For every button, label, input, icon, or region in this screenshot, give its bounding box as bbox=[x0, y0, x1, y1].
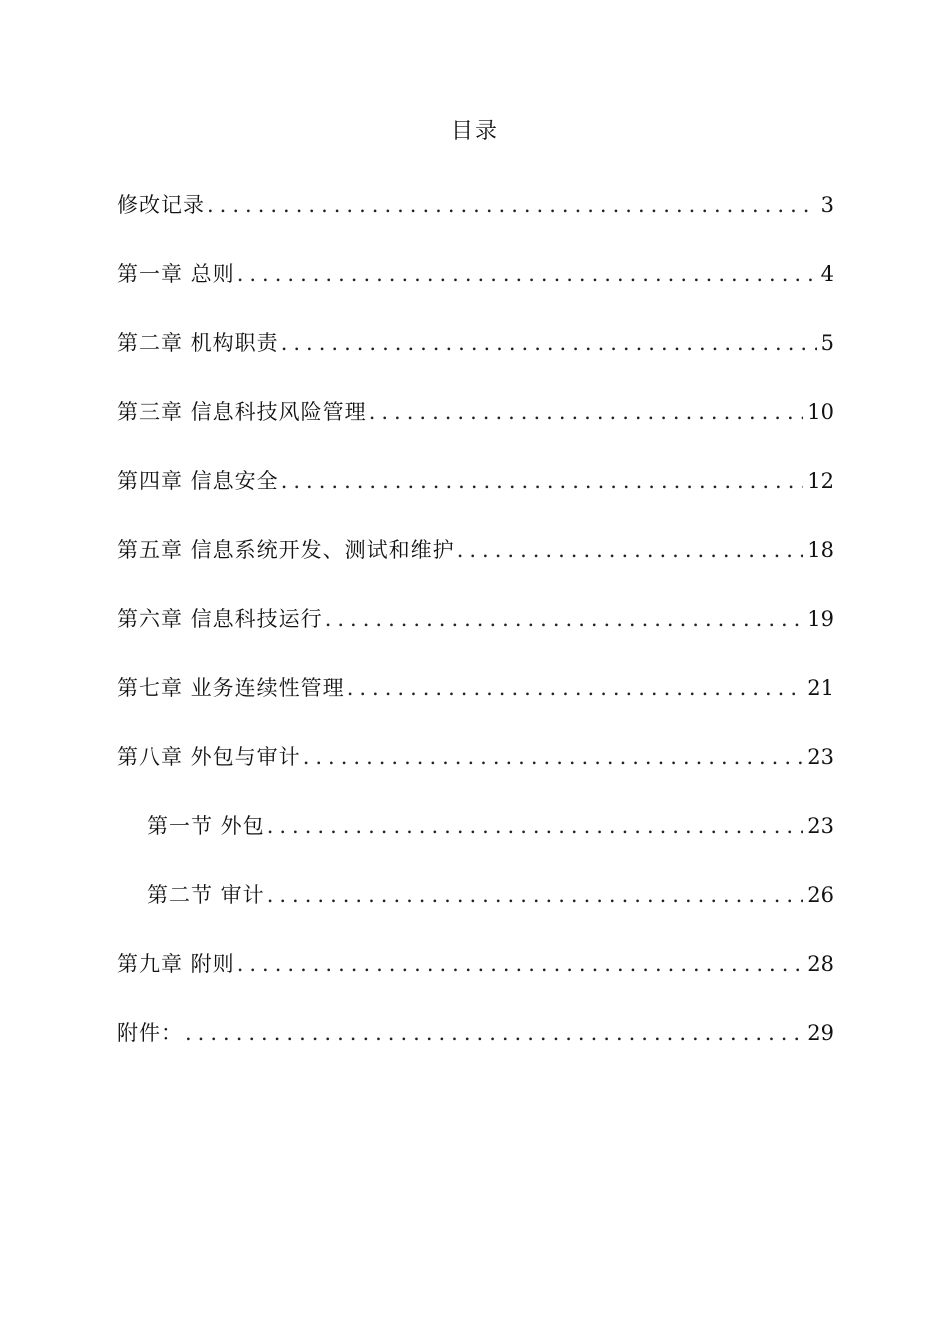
toc-entry-label: 第三章 信息科技风险管理 bbox=[117, 400, 367, 424]
toc-entry-page: 28 bbox=[807, 952, 834, 976]
toc-entry-label: 附件： bbox=[117, 1021, 183, 1045]
toc-entry-label: 第四章 信息安全 bbox=[117, 469, 279, 493]
toc-entry[interactable] bbox=[117, 944, 834, 1013]
toc-title: 目录 bbox=[450, 119, 499, 144]
toc-entry-label: 第八章 外包与审计 bbox=[117, 745, 301, 769]
toc-subentry[interactable] bbox=[117, 806, 834, 875]
toc-entry-page: 5 bbox=[820, 331, 834, 355]
toc-entry-page: 19 bbox=[807, 607, 834, 631]
toc-list bbox=[117, 185, 834, 1082]
toc-dot-leader bbox=[281, 461, 804, 501]
toc-dot-leader bbox=[267, 806, 804, 846]
toc-entry-page: 29 bbox=[807, 1021, 834, 1045]
toc-entry-page: 26 bbox=[807, 883, 834, 907]
toc-entry[interactable] bbox=[117, 254, 834, 323]
toc-entry[interactable] bbox=[117, 530, 834, 599]
toc-dot-leader bbox=[185, 1013, 803, 1053]
toc-entry-page: 3 bbox=[820, 193, 834, 217]
toc-dot-leader bbox=[237, 254, 817, 294]
toc-entry[interactable] bbox=[117, 461, 834, 530]
toc-entry[interactable] bbox=[117, 599, 834, 668]
toc-entry-page: 23 bbox=[807, 814, 834, 838]
toc-entry-page: 12 bbox=[807, 469, 834, 493]
toc-entry-page: 4 bbox=[820, 262, 834, 286]
toc-entry-label: 修改记录 bbox=[117, 193, 205, 217]
toc-dot-leader bbox=[207, 185, 817, 225]
toc-dot-leader bbox=[267, 875, 804, 915]
toc-entry-label: 第五章 信息系统开发、测试和维护 bbox=[117, 538, 455, 562]
toc-dot-leader bbox=[237, 944, 804, 984]
toc-entry-label: 第一章 总则 bbox=[117, 262, 235, 286]
toc-entry[interactable] bbox=[117, 185, 834, 254]
toc-entry-label: 第九章 附则 bbox=[117, 952, 235, 976]
toc-entry-label: 第二节 审计 bbox=[147, 883, 265, 907]
toc-dot-leader bbox=[303, 737, 804, 777]
toc-dot-leader bbox=[325, 599, 804, 639]
toc-entry-page: 21 bbox=[807, 676, 834, 700]
toc-entry-label: 第六章 信息科技运行 bbox=[117, 607, 323, 631]
toc-entry[interactable] bbox=[117, 392, 834, 461]
toc-entry[interactable] bbox=[117, 323, 834, 392]
toc-subentry[interactable] bbox=[117, 875, 834, 944]
toc-entry-label: 第一节 外包 bbox=[147, 814, 265, 838]
toc-entry-page: 18 bbox=[807, 538, 834, 562]
toc-entry-label: 第二章 机构职责 bbox=[117, 331, 279, 355]
toc-entry-page: 23 bbox=[807, 745, 834, 769]
toc-entry-label: 第七章 业务连续性管理 bbox=[117, 676, 345, 700]
toc-dot-leader bbox=[457, 530, 804, 570]
toc-dot-leader bbox=[347, 668, 804, 708]
toc-entry[interactable] bbox=[117, 737, 834, 806]
toc-dot-leader bbox=[281, 323, 817, 363]
toc-entry[interactable] bbox=[117, 668, 834, 737]
toc-dot-leader bbox=[369, 392, 804, 432]
toc-entry-page: 10 bbox=[807, 400, 834, 424]
toc-entry[interactable] bbox=[117, 1013, 834, 1082]
